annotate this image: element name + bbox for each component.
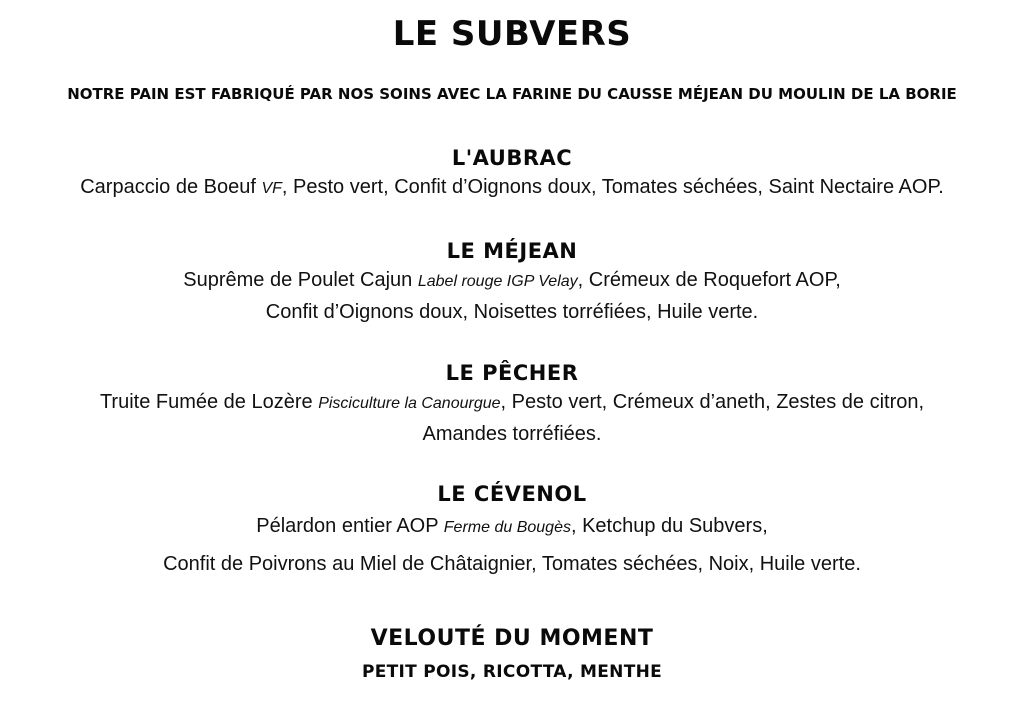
item-name: LE MÉJEAN [446,239,578,263]
soup-description: PETIT POIS, RICOTTA, MENTHE [361,662,663,682]
item-ingredient: Pélardon entier AOP [256,515,439,537]
item-ingredient: , Crémeux de Roquefort AOP, [577,269,841,291]
item-description-line2: Confit d’Oignons doux, Noisettes torréfiées, Huile verte. [265,301,759,323]
soup-section [0,624,1024,684]
item-origin: Label rouge IGP Velay [417,273,578,290]
item-description [0,265,1024,297]
item-origin: Ferme du Bougès [443,519,571,536]
item-ingredient: , Pesto vert, Crémeux d’aneth, Zestes de citron, [500,391,925,413]
menu-title: LE SUBVERS [392,14,632,54]
item-description [0,387,1024,419]
item-ingredient: , Ketchup du Subvers, [570,515,768,537]
item-ingredient: Truite Fumée de Lozère [99,391,313,413]
item-name: LE PÊCHER [445,361,579,385]
menu-item-mejean [0,237,1024,327]
item-name: LE CÉVENOL [437,482,587,506]
item-name: L'AUBRAC [451,146,573,170]
item-origin: Pisciculture la Canourgue [318,395,501,412]
menu-item-cevenol [0,480,1024,582]
item-description [0,508,1024,546]
item-ingredient: Suprême de Poulet Cajun [183,269,413,291]
soup-name: VELOUTÉ DU MOMENT [370,626,654,651]
item-ingredient: , Pesto vert, Confit d’Oignons doux, Tomates séchées, Saint Nectaire AOP. [281,176,944,198]
item-origin: VF [261,180,282,197]
item-ingredient: Carpaccio de Boeuf [80,176,256,198]
item-description-line2: Amandes torréfiées. [422,423,602,445]
menu-tagline: NOTRE PAIN EST FABRIQUÉ PAR NOS SOINS AVEC LA FARINE DU CAUSSE MÉJEAN DU MOULIN DE LA BORIE [67,85,957,103]
item-description [0,172,1024,204]
item-description-line2: Confit de Poivrons au Miel de Châtaignier, Tomates séchées, Noix, Huile verte. [163,553,861,575]
menu-item-pecher [0,359,1024,449]
menu-item-aubrac [0,144,1024,204]
